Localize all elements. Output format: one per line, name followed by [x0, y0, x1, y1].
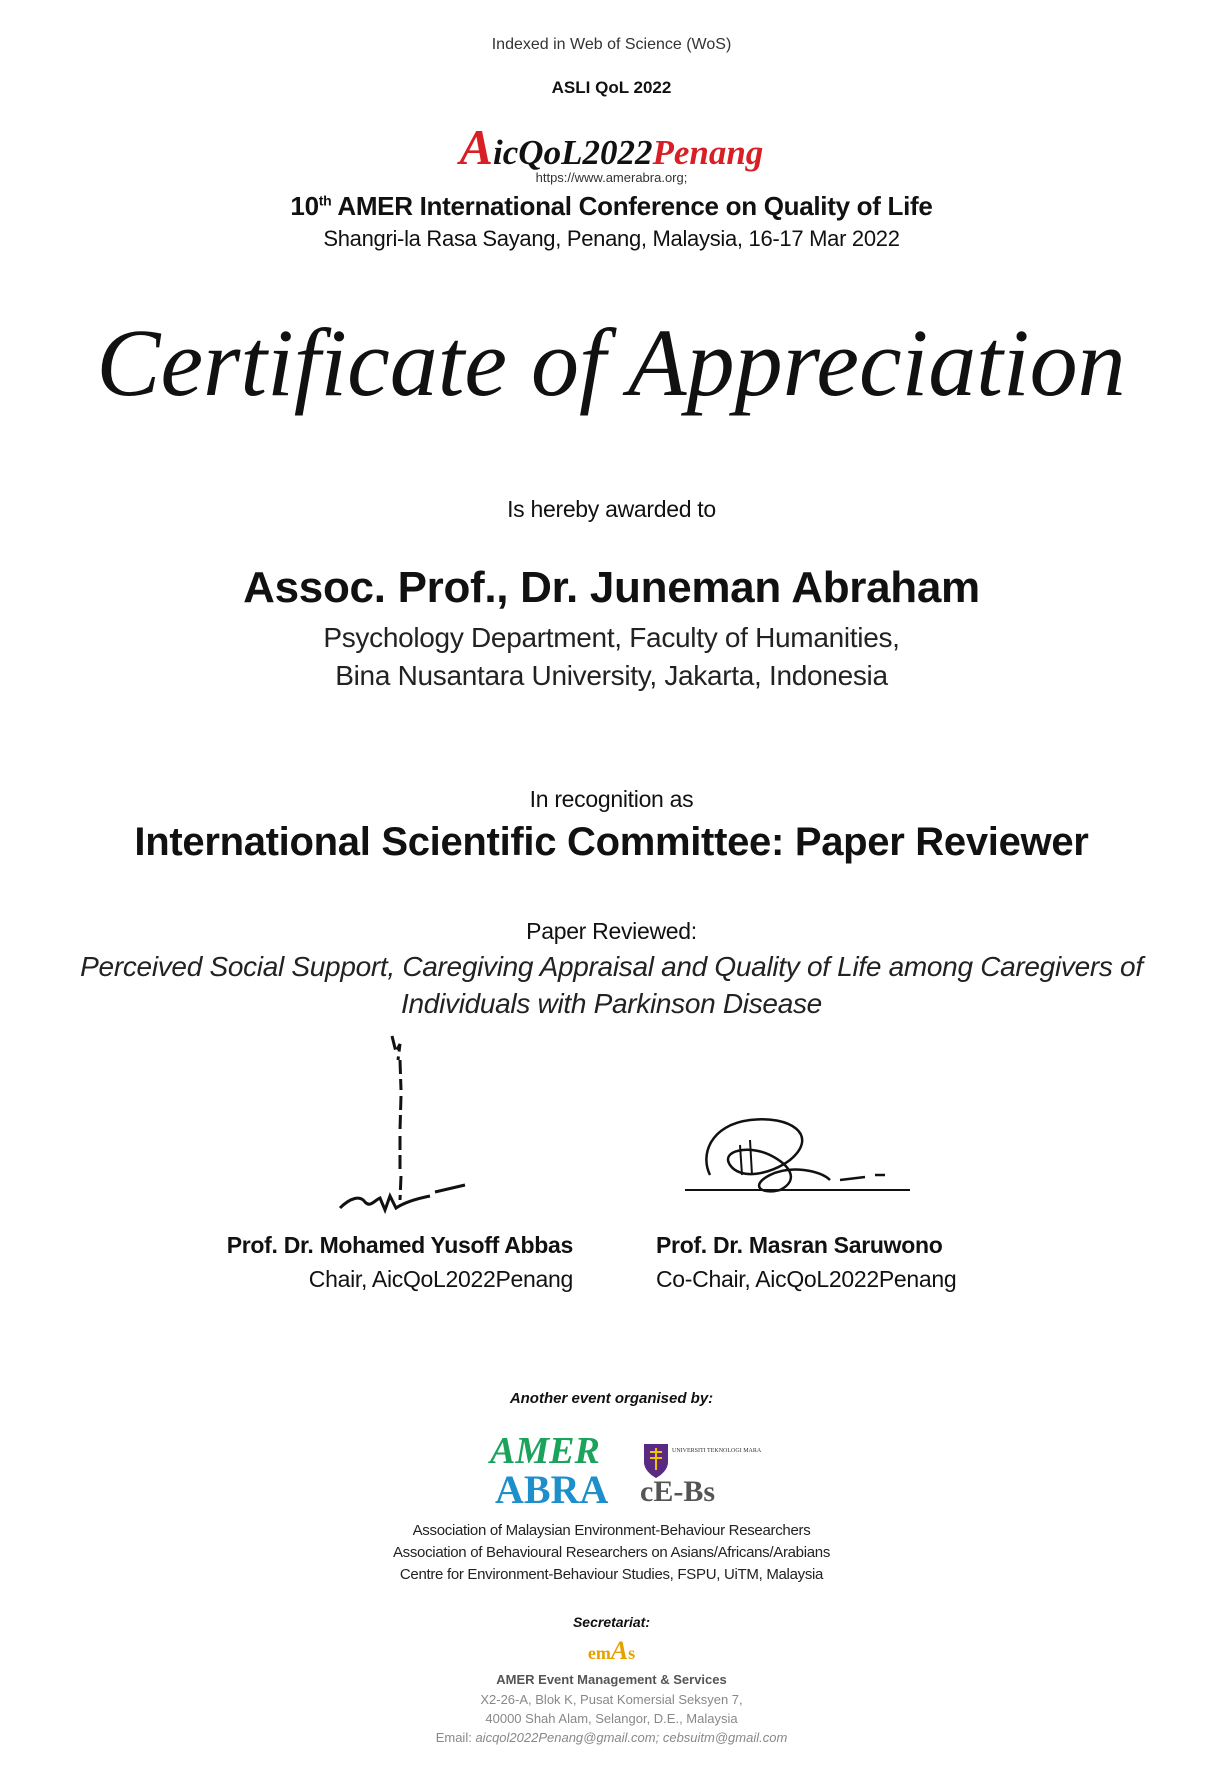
- awarded-text: Is hereby awarded to: [507, 496, 716, 522]
- affiliation-line-2: Bina Nusantara University, Jakarta, Indonesia: [335, 660, 888, 691]
- cebs-logo: cE-Bs: [640, 1475, 715, 1508]
- emas-logo-a: A: [610, 1636, 629, 1665]
- conf-name-mid: icQoL2022: [493, 133, 653, 172]
- association-line-2: Association of Behavioural Researchers on Asians/Africans/Arabians: [392, 1544, 831, 1561]
- conference-logo-text: [0, 118, 1223, 176]
- address-line-1: X2-26-A, Blok K, Pusat Komersial Seksyen 7,: [480, 1692, 743, 1707]
- asli-label: ASLI QoL 2022: [551, 78, 672, 97]
- paper-title-line-1: Perceived Social Support, Caregiving Appraisal and Quality of Life among Caregivers of: [80, 951, 1143, 982]
- conf-ordinal: 10: [290, 191, 319, 221]
- paper-title-line-2: Individuals with Parkinson Disease: [401, 988, 822, 1019]
- emas-logo-s: s: [628, 1643, 636, 1663]
- uitm-logo-text: UNIVERSITI TEKNOLOGI MARA: [672, 1448, 762, 1454]
- certificate-title-text: Certificate of Appreciation: [96, 309, 1126, 416]
- venue-date: Shangri-la Rasa Sayang, Penang, Malaysia, 16-17 Mar 2022: [323, 226, 900, 251]
- emas-logo-em: em: [587, 1643, 611, 1663]
- secretariat-label: Secretariat:: [572, 1614, 651, 1630]
- paper-reviewed-label: Paper Reviewed:: [526, 918, 697, 944]
- association-line-1: Association of Malaysian Environment-Behaviour Researchers: [412, 1522, 811, 1539]
- co-chair-signature: [680, 1105, 920, 1205]
- certificate-title: [0, 300, 1223, 450]
- emas-logo: [0, 1636, 1223, 1666]
- conf-name-initial: A: [459, 119, 494, 175]
- organised-by-label: Another event organised by:: [509, 1390, 714, 1407]
- uitm-logo: [640, 1440, 762, 1480]
- indexed-note: Indexed in Web of Science (WoS): [491, 36, 732, 53]
- conf-title-text: AMER International Conference on Quality of Life: [337, 191, 933, 221]
- chair-signature: [330, 1030, 480, 1220]
- secretariat-name: AMER Event Management & Services: [496, 1672, 727, 1687]
- website-url[interactable]: https://www.amerabra.org;: [535, 170, 688, 185]
- conference-title: [0, 191, 1223, 222]
- chair-title: Chair, AicQoL2022Penang: [308, 1266, 573, 1292]
- affiliation-line-1: Psychology Department, Faculty of Humanities,: [323, 622, 900, 653]
- recipient-name: Assoc. Prof., Dr. Juneman Abraham: [243, 563, 980, 612]
- chair-name: Prof. Dr. Mohamed Yusoff Abbas: [226, 1232, 573, 1258]
- amer-logo: AMER: [490, 1430, 600, 1472]
- email-line: [0, 1730, 1223, 1745]
- email-link-1[interactable]: aicqol2022Penang@gmail.com;: [475, 1730, 660, 1745]
- recognition-text: In recognition as: [529, 786, 694, 812]
- abra-logo: ABRA: [495, 1467, 609, 1512]
- co-chair-name: Prof. Dr. Masran Saruwono: [656, 1232, 943, 1258]
- email-label: Email:: [435, 1730, 472, 1745]
- co-chair-title: Co-Chair, AicQoL2022Penang: [656, 1266, 957, 1292]
- role-title: International Scientific Committee: Paper Reviewer: [134, 820, 1089, 864]
- association-line-3: Centre for Environment-Behaviour Studies, FSPU, UiTM, Malaysia: [399, 1566, 824, 1583]
- conf-ordinal-suffix: th: [318, 192, 332, 209]
- email-link-2[interactable]: cebsuitm@gmail.com: [662, 1730, 788, 1745]
- address-line-2: 40000 Shah Alam, Selangor, D.E., Malaysia: [485, 1711, 738, 1726]
- conf-name-end: Penang: [652, 133, 764, 172]
